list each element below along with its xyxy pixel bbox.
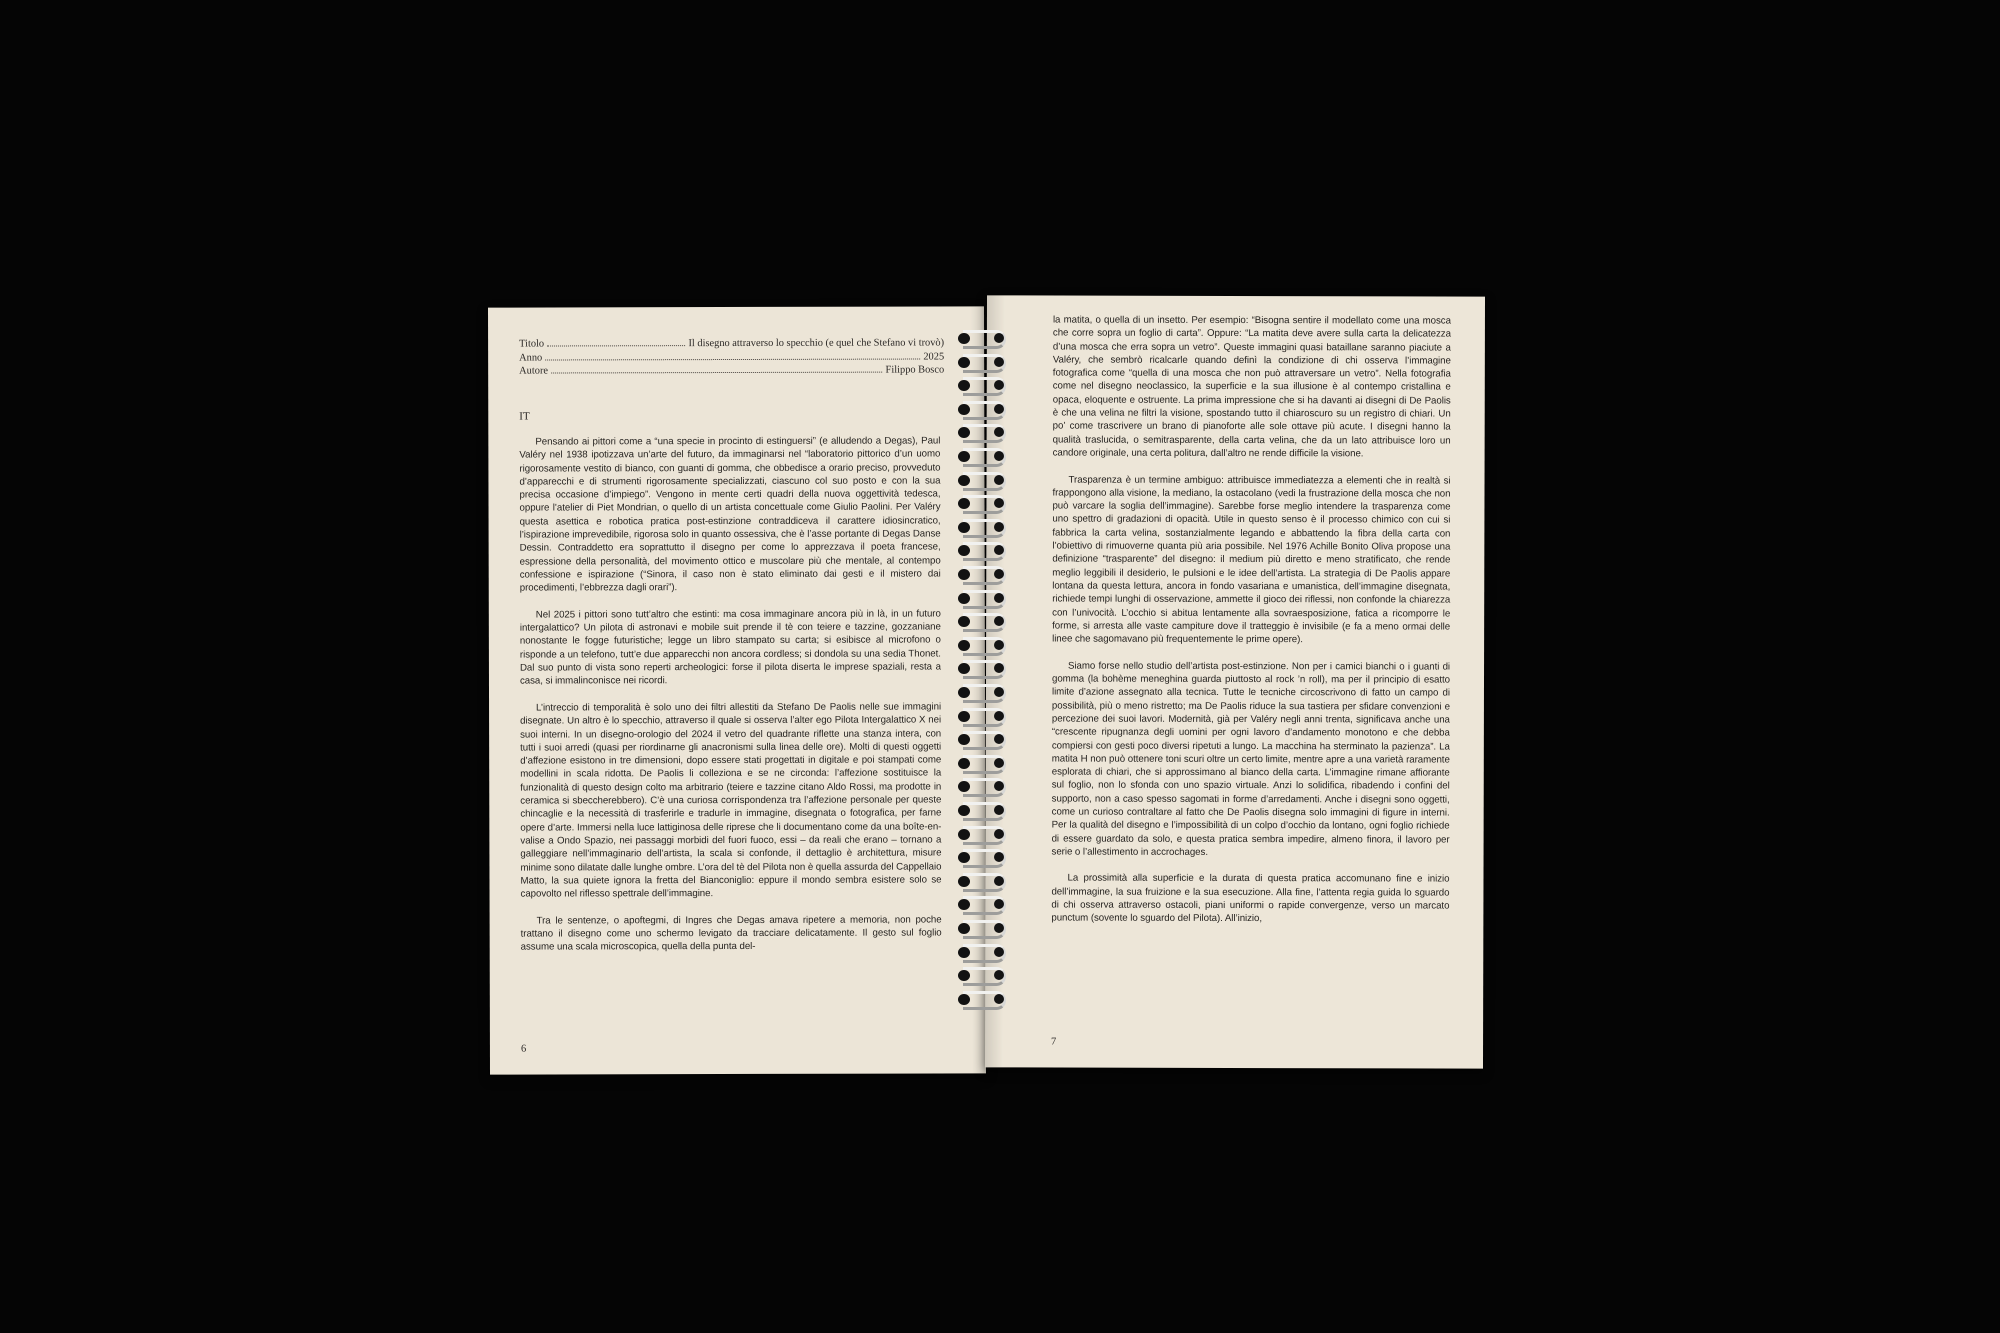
spiral-coil [950, 375, 1020, 395]
punch-hole [994, 947, 1004, 957]
colophon-title-row [519, 336, 944, 351]
punch-hole [994, 876, 1004, 886]
spiral-coil [950, 965, 1020, 985]
spiral-coil [950, 800, 1020, 820]
spiral-coil [950, 729, 1020, 749]
leader-dots [547, 337, 685, 346]
spiral-coil [950, 942, 1020, 962]
punch-hole [994, 640, 1004, 650]
spiral-coil [950, 753, 1020, 773]
punch-hole [994, 687, 1004, 697]
left-page [488, 306, 986, 1074]
spiral-coil [950, 918, 1020, 938]
punch-hole [994, 593, 1004, 603]
spiral-coil [950, 658, 1020, 678]
paragraph: Tra le sentenze, o apoftegmi, di Ingres che Degas amava ripetere a memoria, non poche trattano il disegno come uno schermo levigato da tracciare delicatamente. Il gesto sul foglio assume una scala microscopica, quella della punta del- [520, 914, 942, 953]
punch-hole [994, 522, 1004, 532]
punch-hole [994, 805, 1004, 815]
punch-hole [994, 404, 1004, 414]
spiral-coil [950, 352, 1020, 372]
paragraph: Trasparenza è un termine ambiguo: attribuisce immediatezza a elementi che in realtà si frappongono alla visione, la mediano, la ostacolano (vedi la frustrazione della mosca che non può varcare la soglia dell’immagine). Sarebbe forse meglio intendere la trasparenza come uno spettro di gradazioni di opacità. Utile in questo senso è il processo chimico con cui si fabbrica la carta velina, sostanzialmente legando e abbattendo la fibra della carta con l’obiettivo di rimuoverne quanta più aria possibile. Nel 1976 Achille Bonito Oliva propose una definizione “trasparente” del disegno: il medium più diretto e meno stratificato, che rende meglio leggibili il desiderio, le pulsioni e le idee dell’artista. La strategia di De Paolis appare lontana da questa lettura, ancora in fondo vasariana e umanistica, dell’immagine disegnata, richiede tempi lunghi di osservazione, ammette il gioco dei riflessi, non confonde la chiarezza con l’univocità. L’occhio si abitua lentamente alla sovraesposizione, fatica a ricomporre le forme, si arresta alle vaste campiture dove il tratteggio è invisibile (e fa a meno ormai delle linee che sagomavano più frequentemente le prime opere). [1052, 474, 1451, 646]
spiral-coil [950, 399, 1020, 419]
spiral-coil [950, 446, 1020, 466]
punch-hole [994, 923, 1004, 933]
punch-hole [994, 333, 1004, 343]
spiral-coil [950, 422, 1020, 442]
page-number: 7 [1051, 1036, 1057, 1048]
colophon-year-row [519, 350, 944, 365]
punch-hole [994, 829, 1004, 839]
right-body-text [1051, 314, 1451, 940]
spiral-coil [950, 564, 1020, 584]
spiral-coil [950, 588, 1020, 608]
spiral-coil [950, 328, 1020, 348]
page-number: 6 [520, 1043, 527, 1055]
paragraph: L’intreccio di temporalità è solo uno dei filtri allestiti da Stefano De Paolis nelle sue immagini disegnate. Un altro è lo specchio, attraverso il quale si osserva l’alter ego Pilota Intergalattico X nei suoi interni. In un disegno-orologio del 2024 il vetro del quadrante riflette una stanza intera, con tutti i suoi arredi (quasi per riordinarne gli anacronismi sulla linea delle ore). Molti di questi oggetti d’affezione esistono in tre dimensioni, dopo essere stati progettati in digitale e poi stampati come modellini in scala ridotta. De Paolis li colleziona e se ne circonda: l’affezione sostituisce la funzionalità di questo design colto ma arbitrario (teiere e tazzine citano Aldo Rossi, ma prodotte in ceramica si sbeccherebbero). C’è una curiosa corrispondenza tra l’affezione personale per queste chincaglie e la necessità di trasferirle e tradurle in immagine, disegnata o fotografica, per farne opere d’arte. Immersi nella luce lattiginosa delle riprese che li documentano come da una boîte-en-valise a Ondo Spazio, nei passaggi morbidi del fuori fuoco, essi – da reali che erano – tornano a galleggiare nell’immaginario dell’artista, la scala si confonde, il dettaglio è architettura, misure minime sono dilatate dalle lunghe ombre. L’ora del tè del Pilota non è quella assurda del Cappellaio Matto, la sua quiete ignora la fretta del Bianconiglio: eppure il mondo sembra esistere solo se capovolto nel riflesso spettrale dell’immagine. [520, 701, 942, 900]
punch-hole [994, 994, 1004, 1004]
spiral-coil [950, 493, 1020, 513]
paragraph: La prossimità alla superficie e la durata di questa pratica accomunano fine e inizio dell’immagine, la sua fruizione e la sua esecuzione. Alla fine, l’attenta regia guida lo sguardo di chi osserva attraverso ostacoli, piani uniformi o rapide convergenze, verso un marcato punctum (sovente lo sguardo del Pilota). All’inizio, [1051, 873, 1450, 925]
punch-hole [994, 475, 1004, 485]
spiral-coil [950, 706, 1020, 726]
paragraph: la matita, o quella di un insetto. Per esempio: “Bisogna sentire il modellato come una mosca che corre sopra un foglio di carta”. Oppure: “La matita deve avere sulla carta la delicatezza d’una mosca che erra sopra un vetro”. Queste immagini quasi bataillane saranno piaciute a Valéry, che sembrò ricalcarle quando definì la condizione di chi osserva l’immagine fotografica come “quella di una mosca che non può attraversare un vetro”. Nella fotografia come nel disegno neoclassico, la superficie e la sua illusione è al contempo cristallina e opaca, eloquente e ostruente. La prima impressione che si ha davanti ai disegni di De Paolis è che una velina ne filtri la visione, spostando tutto il chiaroscuro su un registro di chiari. Un po’ come trascrivere un brano di pianoforte alle sole ottave più acute. I disegni hanno la qualità traslucida, o semitrasparente, della carta velina, che da un lato attribuisce loro un candore originale, una certa politura, dall’altro ne rende difficile la visione. [1052, 314, 1451, 460]
colophon [519, 336, 944, 378]
punch-hole [994, 451, 1004, 461]
year-value: 2025 [923, 351, 945, 363]
spiral-coil [950, 871, 1020, 891]
author-value: Filippo Bosco [885, 364, 945, 376]
leader-dots [545, 350, 920, 360]
spiral-coil [950, 824, 1020, 844]
spiral-coil [950, 894, 1020, 914]
punch-hole [994, 758, 1004, 768]
spiral-coil [950, 517, 1020, 537]
paragraph: Nel 2025 i pittori sono tutt’altro che estinti: ma cosa immaginare ancora più in là, in un futuro intergalattico? Un pilota di astronavi e mobile suit prende il tè con teiere e tazzine, gozzaniane nonostante le fogge futuristiche; legge un libro stampato su carta; si esibisce al microfono o risponde a un telefono, tutt’e due apparecchi non ancora cordless; si dondola su una sedia Thonet. Dal suo punto di vista sono reperti archeologici: forse il pilota diserta le imprese spaziali, resta a casa, si immalinconisce nei ricordi. [519, 608, 941, 687]
leader-dots [551, 364, 883, 374]
year-label: Anno [519, 352, 543, 364]
punch-hole [994, 569, 1004, 579]
spiral-coil [950, 847, 1020, 867]
spiral-coil [950, 470, 1020, 490]
spiral-coil [950, 611, 1020, 631]
title-label: Titolo [519, 338, 545, 350]
punch-hole [994, 357, 1004, 367]
colophon-author-row [519, 364, 944, 379]
paragraph: Siamo forse nello studio dell’artista post-estinzione. Non per i camici bianchi o i guanti di gomma (la bohème meneghina guarda piuttosto al rock ’n roll), ma per il principio di esatto limite d’azione assegnato alla tecnica. Tutte le tecniche circoscrivono di fatto un campo di possibilità, più o meno ristretto; ma De Paolis riduce la sua tastiera per sfidare convenzioni e percezione dei suoi lavori. Modernità, già per Valéry negli anni trenta, significava anche una “crescente ripugnanza degli uomini per ogni lavoro d’andamento monotono e che debba compiersi con gesti poco diversi ripetuti a lungo. La macchina ha sterminato la pazienza”. La matita H non può ottenere toni scuri oltre un certo limite, mentre apre a una varietà raramente esplorata di chiari, che si approssimano al bianco della carta. L’immagine rimane affiorante sul foglio, non lo sfonda con uno spazio virtuale. Anzi lo solidifica, ribadendo i confini del supporto, non a caso spesso sagomati in forme d’arredamenti. Anche i disegni sono oggetti, come un curioso contraltare al fatto che De Paolis disegna solo immagini di figure in interni. Per la qualità del disegno e l’impossibilità di un colpo d’occhio da lontano, ogni foglio richiede di essere guardato da solo, e questa pratica sembra impedire, almeno finora, il lavoro per serie o l’allestimento in accrochages. [1051, 660, 1451, 858]
paragraph: Pensando ai pittori come a “una specie in procinto di estinguersi” (e alludendo a Degas), Paul Valéry nel 1938 ipotizzava un’arte del futuro, da immaginarsi nel “laboratorio pittorico d’un uomo rigorosamente vestito di bianco, con guanti di gomma, che obbedisce a orario preciso, provveduto d’apparecchi e di strumenti rigorosamente specializzati, ciascuno col suo posto e con la sua precisa occasione d’impiego”. Vengono in mente certi quadri della nuova oggettività tedesca, oppure l’atelier di Piet Mondrian, o quello di un artista concettuale come Giulio Paolini. Per Valéry questa asettica e robotica pratica post-estinzione contraddiceva il carattere idiosincratico, l’ispirazione imprevedibile, rigorosa solo in quanto ossessiva, che è l’asse portante di Degas Danse Dessin. Contraddetto era soprattutto il disegno per come lo apprezzava il poeta francese, espressione della personalità, del movimento ottico e muscolare più che mentale, al contempo confessione e ispirazione (“Sinora, il caso non è stato eliminato dai gesti e il mistero dai procedimenti, l’ebbrezza dagli orari”). [519, 435, 941, 594]
spiral-binding [950, 328, 1020, 1018]
title-value: Il disegno attraverso lo specchio (e quel che Stefano vi trovò) [688, 337, 945, 350]
language-tag: IT [519, 410, 530, 423]
punch-hole [994, 711, 1004, 721]
spiral-coil [950, 776, 1020, 796]
left-body-text [519, 434, 941, 967]
spiral-coil [950, 540, 1020, 560]
right-page [985, 295, 1485, 1068]
spiral-coil [950, 682, 1020, 702]
spiral-coil [950, 989, 1020, 1009]
author-label: Autore [519, 365, 549, 377]
spiral-coil [950, 635, 1020, 655]
